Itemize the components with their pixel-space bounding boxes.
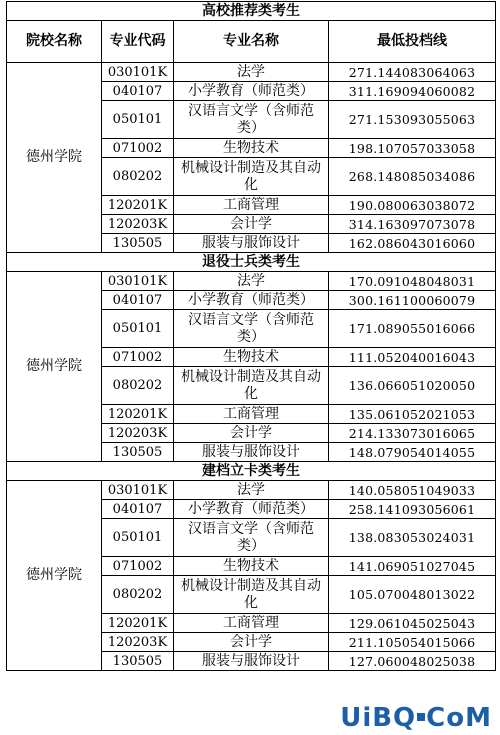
- major-code: 130505: [102, 443, 174, 462]
- major-code: 040107: [102, 291, 174, 310]
- major-code: 130505: [102, 234, 174, 253]
- major-name: 会计学: [174, 424, 329, 443]
- min-score: 271.153093055063: [329, 101, 496, 139]
- min-score: 300.161100060079: [329, 291, 496, 310]
- major-code: 071002: [102, 139, 174, 158]
- admission-score-table: [6, 1, 496, 671]
- major-name: 法学: [174, 272, 329, 291]
- major-name: 机械设计制造及其自动化: [174, 576, 329, 614]
- min-score: 136.066051020050: [329, 367, 496, 405]
- table-row: [7, 481, 496, 500]
- major-name: 法学: [174, 481, 329, 500]
- major-code: 120201K: [102, 196, 174, 215]
- min-score: 148.079054014055: [329, 443, 496, 462]
- major-name: 小学教育（师范类）: [174, 82, 329, 101]
- major-code: 120203K: [102, 215, 174, 234]
- major-name: 机械设计制造及其自动化: [174, 158, 329, 196]
- major-name: 汉语言文学（含师范类）: [174, 519, 329, 557]
- major-name: 法学: [174, 63, 329, 82]
- min-score: 311.169094060082: [329, 82, 496, 101]
- min-score: 198.107057033058: [329, 139, 496, 158]
- min-score: 129.061045025043: [329, 614, 496, 633]
- header-score: 最低投档线: [329, 21, 496, 63]
- min-score: 258.141093056061: [329, 500, 496, 519]
- major-name: 机械设计制造及其自动化: [174, 367, 329, 405]
- min-score: 105.070048013022: [329, 576, 496, 614]
- min-score: 170.091048048031: [329, 272, 496, 291]
- min-score: 135.061052021053: [329, 405, 496, 424]
- major-code: 120201K: [102, 405, 174, 424]
- major-name: 服装与服饰设计: [174, 443, 329, 462]
- major-code: 050101: [102, 519, 174, 557]
- major-name: 小学教育（师范类）: [174, 500, 329, 519]
- min-score: 190.080063038072: [329, 196, 496, 215]
- header-school: 院校名称: [7, 21, 102, 63]
- school-name: 德州学院: [7, 481, 102, 671]
- major-name: 生物技术: [174, 139, 329, 158]
- table-row: [7, 63, 496, 82]
- major-code: 071002: [102, 348, 174, 367]
- major-code: 040107: [102, 500, 174, 519]
- major-code: 030101K: [102, 481, 174, 500]
- header-code: 专业代码: [102, 21, 174, 63]
- major-name: 汉语言文学（含师范类）: [174, 101, 329, 139]
- min-score: 171.089055016066: [329, 310, 496, 348]
- major-code: 080202: [102, 576, 174, 614]
- major-name: 会计学: [174, 215, 329, 234]
- section-title: 退役士兵类考生: [7, 253, 496, 272]
- watermark-right: CoM: [426, 703, 492, 733]
- major-code: 120201K: [102, 614, 174, 633]
- major-name: 工商管理: [174, 405, 329, 424]
- min-score: 314.163097073078: [329, 215, 496, 234]
- school-name: 德州学院: [7, 272, 102, 462]
- major-code: 040107: [102, 82, 174, 101]
- section-title-row: [7, 2, 496, 21]
- header-major: 专业名称: [174, 21, 329, 63]
- major-code: 080202: [102, 158, 174, 196]
- section-title-row: [7, 462, 496, 481]
- major-name: 工商管理: [174, 196, 329, 215]
- min-score: 211.105054015066: [329, 633, 496, 652]
- major-code: 030101K: [102, 63, 174, 82]
- table-body: [7, 2, 496, 671]
- major-name: 生物技术: [174, 557, 329, 576]
- major-code: 050101: [102, 101, 174, 139]
- min-score: 141.069051027045: [329, 557, 496, 576]
- major-code: 071002: [102, 557, 174, 576]
- major-code: 130505: [102, 652, 174, 671]
- watermark-dot-icon: [417, 713, 425, 721]
- major-name: 会计学: [174, 633, 329, 652]
- min-score: 268.148085034086: [329, 158, 496, 196]
- major-code: 030101K: [102, 272, 174, 291]
- major-name: 服装与服饰设计: [174, 234, 329, 253]
- major-name: 服装与服饰设计: [174, 652, 329, 671]
- major-name: 工商管理: [174, 614, 329, 633]
- major-name: 汉语言文学（含师范类）: [174, 310, 329, 348]
- major-name: 小学教育（师范类）: [174, 291, 329, 310]
- column-header-row: [7, 21, 496, 63]
- min-score: 214.133073016065: [329, 424, 496, 443]
- min-score: 138.083053024031: [329, 519, 496, 557]
- major-code: 050101: [102, 310, 174, 348]
- school-name: 德州学院: [7, 63, 102, 253]
- section-title: 建档立卡类考生: [7, 462, 496, 481]
- min-score: 271.144083064063: [329, 63, 496, 82]
- section-title-row: [7, 253, 496, 272]
- section-title: 高校推荐类考生: [7, 2, 496, 21]
- major-name: 生物技术: [174, 348, 329, 367]
- min-score: 111.052040016043: [329, 348, 496, 367]
- min-score: 162.086043016060: [329, 234, 496, 253]
- major-code: 120203K: [102, 633, 174, 652]
- min-score: 127.060048025038: [329, 652, 496, 671]
- table-row: [7, 272, 496, 291]
- min-score: 140.058051049033: [329, 481, 496, 500]
- major-code: 120203K: [102, 424, 174, 443]
- site-watermark: [338, 703, 494, 733]
- major-code: 080202: [102, 367, 174, 405]
- watermark-left: UiBQ: [340, 703, 417, 733]
